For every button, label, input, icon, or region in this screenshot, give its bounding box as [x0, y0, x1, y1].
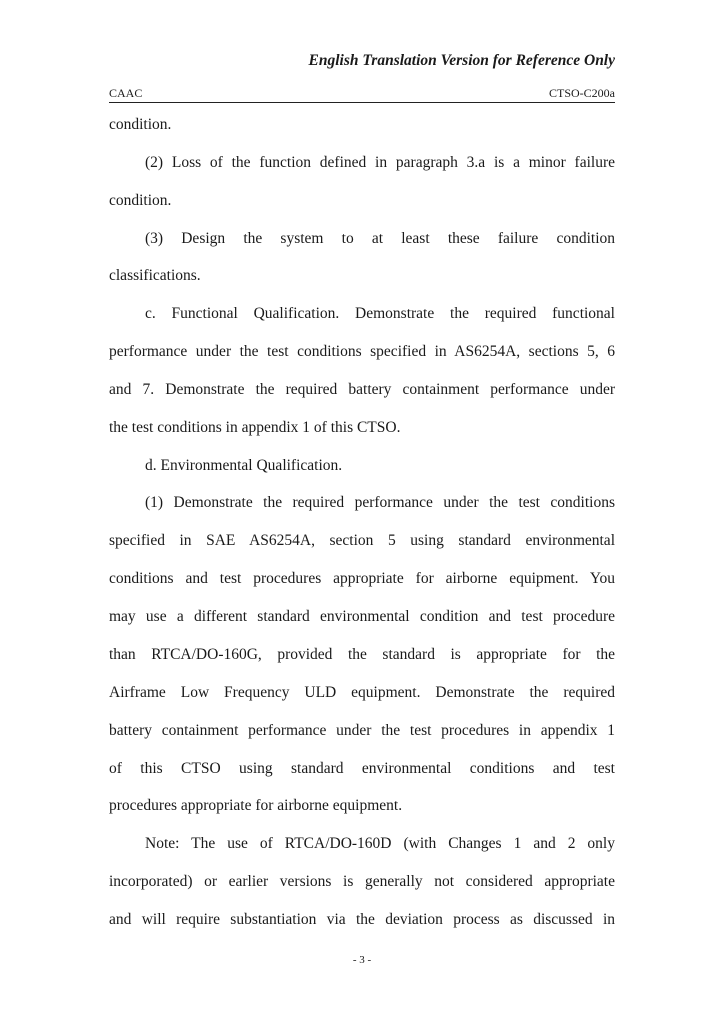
translation-banner: English Translation Version for Reference Only: [308, 52, 615, 69]
page-number: - 3 -: [352, 954, 372, 966]
text-line: specified in SAE AS6254A, section 5 using standard environmental: [109, 532, 615, 549]
text-line: the test conditions in appendix 1 of this CTSO.: [109, 419, 401, 436]
text-line: (1) Demonstrate the required performance under the test conditions: [145, 494, 615, 511]
text-line: condition.: [109, 192, 172, 209]
text-line: performance under the test conditions specified in AS6254A, sections 5, 6: [109, 343, 615, 360]
text-line: and 7. Demonstrate the required battery containment performance under: [109, 381, 615, 398]
text-line: of this CTSO using standard environmental conditions and test: [109, 760, 615, 777]
text-line: incorporated) or earlier versions is generally not considered appropriate: [109, 873, 615, 890]
text-line: condition.: [109, 116, 172, 133]
text-line: than RTCA/DO-160G, provided the standard is appropriate for the: [109, 646, 615, 663]
text-line: may use a different standard environmental condition and test procedure: [109, 608, 615, 625]
text-line: (2) Loss of the function defined in paragraph 3.a is a minor failure: [145, 154, 615, 171]
text-line: and will require substantiation via the deviation process as discussed in: [109, 911, 615, 928]
text-line: d. Environmental Qualification.: [145, 457, 343, 474]
text-line: battery containment performance under the test procedures in appendix 1: [109, 722, 615, 739]
text-line: Airframe Low Frequency ULD equipment. Demonstrate the required: [109, 684, 615, 701]
text-line: classifications.: [109, 267, 201, 284]
text-line: conditions and test procedures appropriate for airborne equipment. You: [109, 570, 615, 587]
page-header: [109, 86, 615, 103]
text-line: c. Functional Qualification. Demonstrate the required functional: [145, 305, 615, 322]
text-line: Note: The use of RTCA/DO-160D (with Changes 1 and 2 only: [145, 835, 615, 852]
text-line: (3) Design the system to at least these failure condition: [145, 230, 615, 247]
header-authority: CAAC: [109, 86, 143, 100]
header-document-id: CTSO-C200a: [549, 86, 615, 100]
text-line: procedures appropriate for airborne equipment.: [109, 797, 403, 814]
